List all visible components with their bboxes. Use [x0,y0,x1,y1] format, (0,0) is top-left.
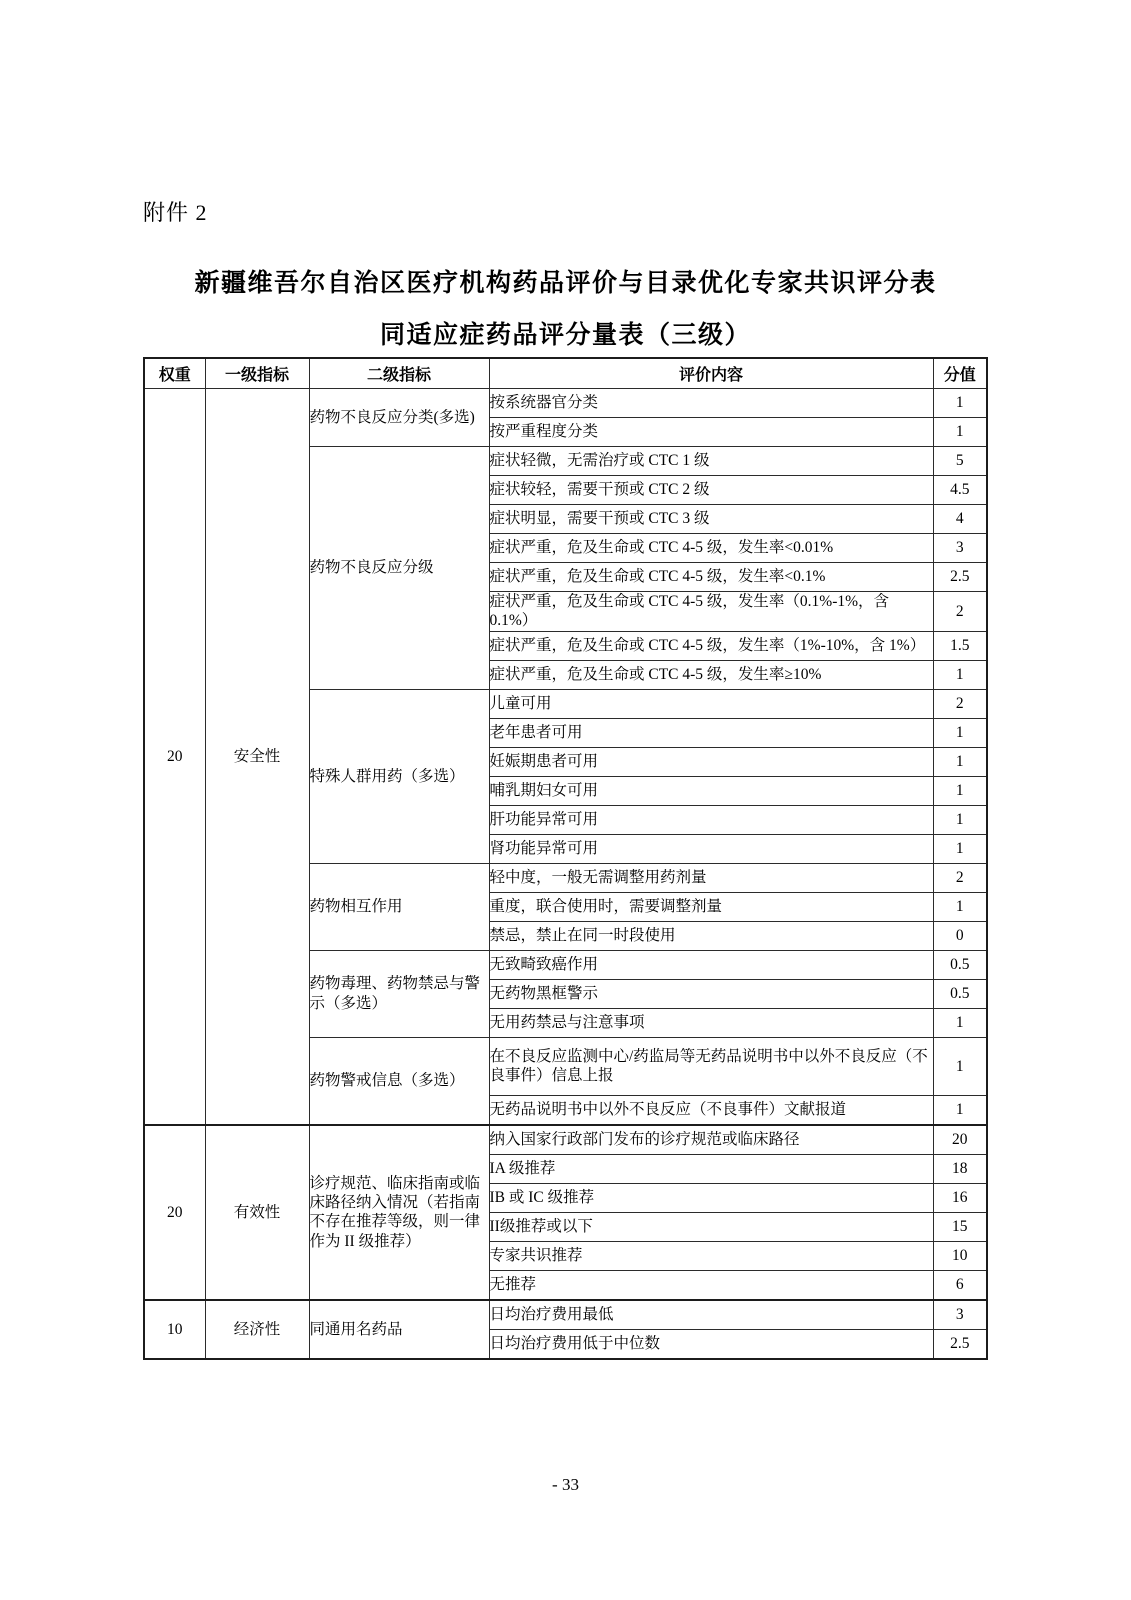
score-cell: 1 [933,834,987,863]
table-row [144,1300,987,1330]
score-cell: 3 [933,1300,987,1330]
evaluation-content-cell: 轻中度，一般无需调整用药剂量 [489,863,933,892]
evaluation-content-cell: II级推荐或以下 [489,1212,933,1241]
column-header: 二级指标 [309,358,489,389]
score-cell: 1 [933,1037,987,1095]
score-cell: 0 [933,921,987,950]
level2-indicator-cell: 特殊人群用药（多选） [309,689,489,863]
evaluation-content-cell: 妊娠期患者可用 [489,747,933,776]
evaluation-content-cell: 无致畸致癌作用 [489,950,933,979]
level2-indicator-cell: 药物警戒信息（多选） [309,1037,489,1125]
evaluation-content-cell: 症状轻微，无需治疗或 CTC 1 级 [489,447,933,476]
score-cell: 20 [933,1125,987,1155]
evaluation-content-cell: 按严重程度分类 [489,418,933,447]
weight-cell: 20 [144,1125,205,1300]
weight-cell: 20 [144,389,205,1125]
evaluation-content-cell: 专家共识推荐 [489,1241,933,1270]
column-header: 分值 [933,358,987,389]
score-cell: 4.5 [933,476,987,505]
table-row [144,389,987,418]
evaluation-content-cell: 纳入国家行政部门发布的诊疗规范或临床路径 [489,1125,933,1155]
score-cell: 1 [933,718,987,747]
score-cell: 1 [933,1008,987,1037]
evaluation-content-cell: 日均治疗费用低于中位数 [489,1329,933,1359]
score-cell: 2 [933,592,987,632]
score-cell: 0.5 [933,950,987,979]
evaluation-content-cell: IB 或 IC 级推荐 [489,1183,933,1212]
evaluation-content-cell: 日均治疗费用最低 [489,1300,933,1330]
evaluation-content-cell: 症状严重，危及生命或 CTC 4-5 级，发生率（0.1%-1%，含 0.1%） [489,592,933,632]
evaluation-content-cell: 重度，联合使用时，需要调整剂量 [489,892,933,921]
score-cell: 1 [933,805,987,834]
evaluation-content-cell: 无用药禁忌与注意事项 [489,1008,933,1037]
page-number: - 33 [552,1475,579,1494]
level1-indicator-cell: 安全性 [205,389,309,1125]
score-cell: 2 [933,689,987,718]
score-cell: 4 [933,505,987,534]
evaluation-content-cell: 无推荐 [489,1270,933,1300]
score-cell: 1 [933,747,987,776]
level2-indicator-cell: 药物毒理、药物禁忌与警示（多选） [309,950,489,1037]
score-cell: 16 [933,1183,987,1212]
score-cell: 18 [933,1154,987,1183]
weight-cell: 10 [144,1300,205,1359]
level2-indicator-cell: 诊疗规范、临床指南或临床路径纳入情况（若指南不存在推荐等级，则一律作为 II 级推荐） [309,1125,489,1300]
score-cell: 2.5 [933,1329,987,1359]
score-cell: 1 [933,892,987,921]
column-header: 一级指标 [205,358,309,389]
page-subtitle: 同适应症药品评分量表（三级） [379,322,751,349]
level1-indicator-cell: 有效性 [205,1125,309,1300]
evaluation-content-cell: 无药品说明书中以外不良反应（不良事件）文献报道 [489,1095,933,1125]
attachment-label: 附件 2 [143,200,208,225]
score-cell: 15 [933,1212,987,1241]
evaluation-content-cell: 儿童可用 [489,689,933,718]
score-cell: 2.5 [933,563,987,592]
evaluation-content-cell: 症状严重，危及生命或 CTC 4-5 级，发生率<0.1% [489,563,933,592]
evaluation-content-cell: 哺乳期妇女可用 [489,776,933,805]
score-cell: 0.5 [933,979,987,1008]
evaluation-content-cell: IA 级推荐 [489,1154,933,1183]
level2-indicator-cell: 药物不良反应分类(多选) [309,389,489,447]
evaluation-content-cell: 按系统器官分类 [489,389,933,418]
level2-indicator-cell: 药物不良反应分级 [309,447,489,690]
column-header: 权重 [144,358,205,389]
level2-indicator-cell: 同通用名药品 [309,1300,489,1359]
scoring-table [143,357,988,1360]
page-title: 新疆维吾尔自治区医疗机构药品评价与目录优化专家共识评分表 [194,270,937,297]
score-cell: 1 [933,776,987,805]
score-cell: 3 [933,534,987,563]
table-header-row [144,358,987,389]
evaluation-content-cell: 症状明显，需要干预或 CTC 3 级 [489,505,933,534]
column-header: 评价内容 [489,358,933,389]
evaluation-content-cell: 肾功能异常可用 [489,834,933,863]
score-cell: 1.5 [933,631,987,660]
score-cell: 1 [933,418,987,447]
evaluation-content-cell: 症状严重，危及生命或 CTC 4-5 级，发生率<0.01% [489,534,933,563]
score-cell: 1 [933,1095,987,1125]
evaluation-content-cell: 症状严重，危及生命或 CTC 4-5 级，发生率（1%-10%，含 1%） [489,631,933,660]
score-cell: 2 [933,863,987,892]
evaluation-content-cell: 无药物黑框警示 [489,979,933,1008]
evaluation-content-cell: 肝功能异常可用 [489,805,933,834]
level2-indicator-cell: 药物相互作用 [309,863,489,950]
level1-indicator-cell: 经济性 [205,1300,309,1359]
score-cell: 1 [933,660,987,689]
score-cell: 5 [933,447,987,476]
evaluation-content-cell: 症状较轻，需要干预或 CTC 2 级 [489,476,933,505]
evaluation-content-cell: 在不良反应监测中心/药监局等无药品说明书中以外不良反应（不良事件）信息上报 [489,1037,933,1095]
table-row [144,1125,987,1155]
evaluation-content-cell: 禁忌，禁止在同一时段使用 [489,921,933,950]
score-cell: 10 [933,1241,987,1270]
evaluation-content-cell: 老年患者可用 [489,718,933,747]
score-cell: 1 [933,389,987,418]
score-cell: 6 [933,1270,987,1300]
evaluation-content-cell: 症状严重，危及生命或 CTC 4-5 级，发生率≥10% [489,660,933,689]
